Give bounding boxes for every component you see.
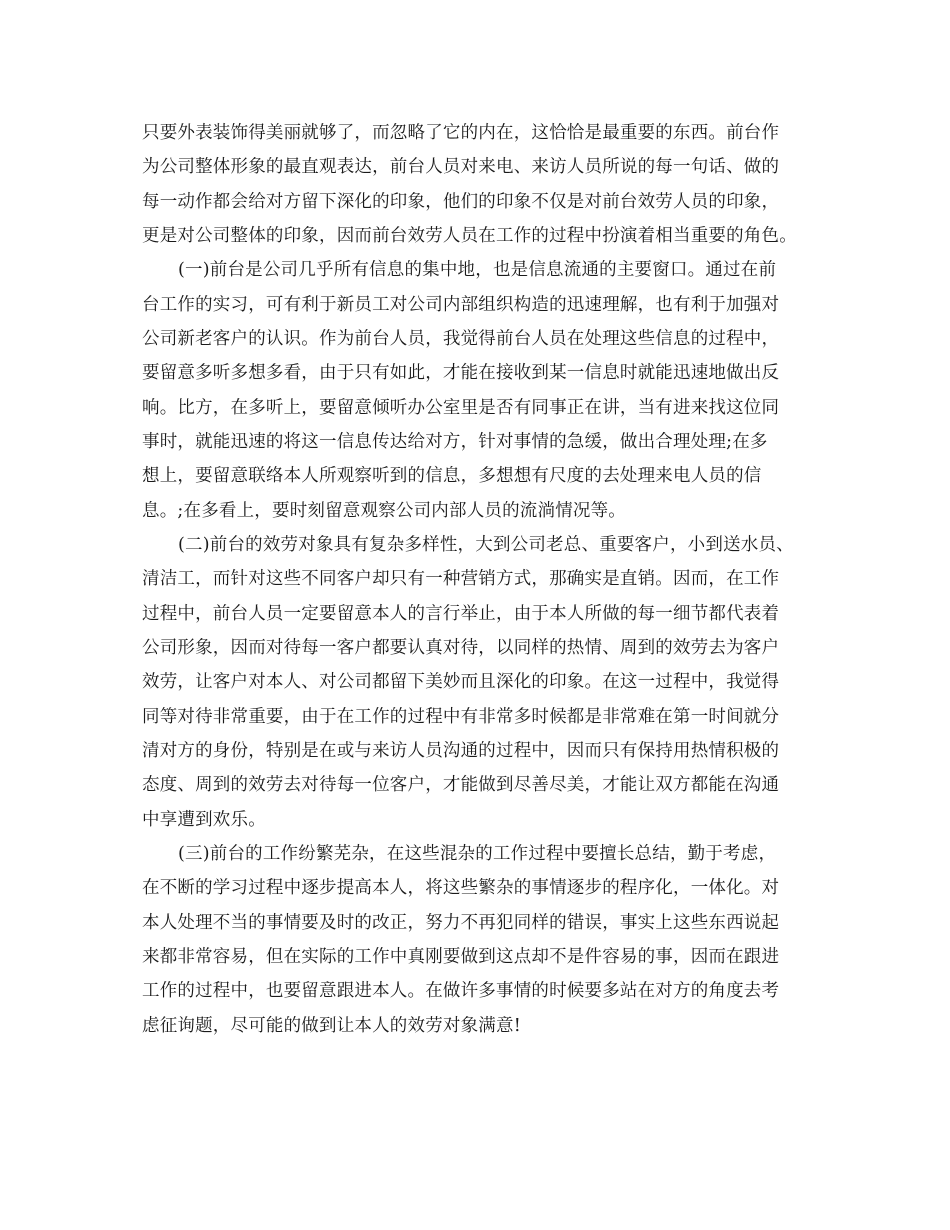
paragraph-start-line: (二)前台的效劳对象具有复杂多样性，大到公司老总、重要客户，小到送水员、	[178, 535, 794, 555]
text-line: 响。比方，在多听上，要留意倾听办公室里是否有同事正在讲，当有进来找这位同	[142, 398, 780, 418]
text-line: 效劳，让客户对本人、对公司都留下美妙而且深化的印象。在这一过程中，我觉得	[142, 672, 780, 692]
text-line: 公司形象，因而对待每一客户都要认真对待，以同样的热情、周到的效劳去为客户	[142, 638, 780, 658]
paragraph-start-line: (一)前台是公司几乎所有信息的集中地，也是信息流通的主要窗口。通过在前	[178, 260, 777, 280]
text-line: 想上，要留意联络本人所观察听到的信息，多想想有尺度的去处理来电人员的信	[142, 466, 762, 486]
text-line: 清对方的身份，特别是在或与来访人员沟通的过程中，因而只有保持用热情积极的	[142, 741, 780, 761]
text-line: 来都非常容易，但在实际的工作中真刚要做到这点却不是件容易的事，因而在跟进	[142, 947, 780, 967]
text-line: 态度、周到的效劳去对待每一位客户，才能做到尽善尽美，才能让双方都能在沟通	[142, 775, 780, 795]
text-line: 每一动作都会给对方留下深化的印象，他们的印象不仅是对前台效劳人员的印象，	[142, 192, 780, 212]
paragraph-start-line: (三)前台的工作纷繁芜杂，在这些混杂的工作过程中要擅长总结，勤于考虑，	[178, 844, 777, 864]
text-line: 中享遭到欢乐。	[142, 810, 266, 830]
text-line: 息。;在多看上，要时刻留意观察公司内部人员的流淌情况等。	[142, 501, 626, 521]
text-line: 过程中，前台人员一定要留意本人的言行举止，由于本人所做的每一细节都代表着	[142, 604, 780, 624]
text-line: 本人处理不当的事情要及时的改正，努力不再犯同样的错误，事实上这些东西说起	[142, 913, 780, 933]
text-line: 虑征询题，尽可能的做到让本人的效劳对象满意!	[142, 1016, 521, 1036]
text-line: 公司新老客户的认识。作为前台人员，我觉得前台人员在处理这些信息的过程中，	[142, 329, 780, 349]
text-line: 清洁工，而针对这些不同客户却只有一种营销方式，那确实是直销。因而，在工作	[142, 569, 780, 589]
text-line: 事时，就能迅速的将这一信息传达给对方，针对事情的急缓，做出合理处理;在多	[142, 432, 768, 452]
text-line: 工作的过程中，也要留意跟进本人。在做许多事情的时候要多站在对方的角度去考	[142, 981, 780, 1001]
text-line: 在不断的学习过程中逐步提高本人，将这些繁杂的事情逐步的程序化，一体化。对	[142, 878, 780, 898]
text-line: 要留意多听多想多看，由于只有如此，才能在接收到某一信息时就能迅速地做出反	[142, 363, 780, 383]
text-line: 更是对公司整体的印象，因而前台效劳人员在工作的过程中扮演着相当重要的角色。	[142, 226, 797, 246]
text-line: 台工作的实习，可有利于新员工对公司内部组织构造的迅速理解，也有利于加强对	[142, 295, 780, 315]
text-line: 为公司整体形象的最直观表达，前台人员对来电、来访人员所说的每一句话、做的	[142, 157, 780, 177]
text-line: 只要外表装饰得美丽就够了，而忽略了它的内在，这恰恰是最重要的东西。前台作	[142, 123, 780, 143]
text-line: 同等对待非常重要，由于在工作的过程中有非常多时候都是非常难在第一时间就分	[142, 707, 780, 727]
